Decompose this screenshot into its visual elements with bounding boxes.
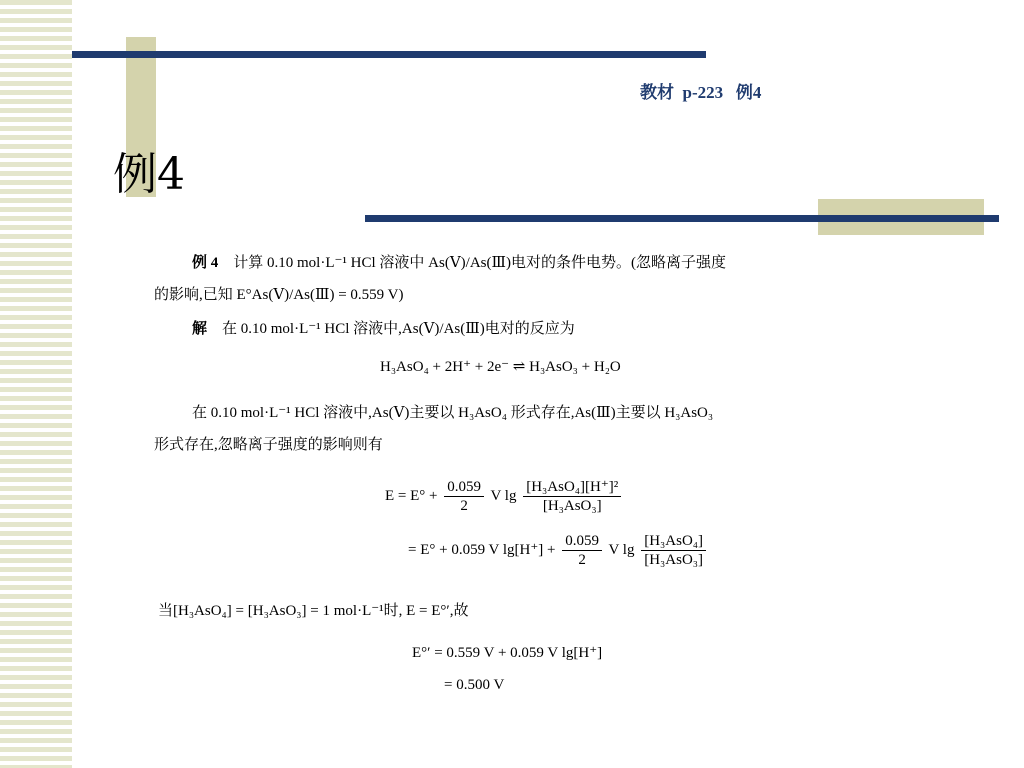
solution-text-1: 在 0.10 mol·L⁻¹ HCl 溶液中,As(Ⅴ)/As(Ⅲ)电对的反应为	[222, 321, 575, 337]
solution-line-3: 形式存在,忽略离子强度的影响则有	[154, 437, 383, 453]
eq1-frac-num: [H₃AsO₄][H⁺]²	[523, 478, 621, 497]
decorative-bar-mid	[365, 215, 999, 222]
eq2-fraction	[641, 532, 706, 569]
eq2-left: = E° + 0.059 V lg[H⁺] +	[408, 541, 556, 558]
eq1-coef-den: 2	[460, 498, 468, 514]
eq1-frac-den: [H₃AsO₃]	[542, 498, 602, 514]
eq2-frac-den: [H₃AsO₃]	[644, 552, 704, 568]
problem-text-1: 计算 0.10 mol·L⁻¹ HCl 溶液中 As(Ⅴ)/As(Ⅲ)电对的条件电势。(忽略离子强度	[233, 255, 726, 271]
problem-line-1	[192, 254, 726, 272]
eq1-coef-num: 0.059	[444, 478, 484, 497]
result-line-1: E°′ = 0.559 V + 0.059 V lg[H⁺]	[412, 645, 603, 661]
eq1-left: E = E° +	[385, 487, 438, 504]
decorative-stripes	[0, 0, 72, 768]
eq1-coefficient	[444, 478, 484, 515]
solution-label: 解	[192, 321, 208, 337]
eq2-coef-den: 2	[578, 552, 586, 568]
textbook-reference: 教材 p-223 例4	[640, 83, 762, 102]
decorative-bar-top	[72, 51, 706, 58]
slide-title: 例4	[113, 149, 185, 200]
eq2-mid: V lg	[608, 541, 635, 558]
reaction-equation: H₃AsO₄ + 2H⁺ + 2e⁻ ⇌ H₃AsO₃ + H₂O	[380, 359, 621, 375]
eq2-frac-num: [H₃AsO₄]	[641, 532, 706, 551]
equation-1	[385, 478, 624, 515]
condition-line: 当[H₃AsO₄] = [H₃AsO₃] = 1 mol·L⁻¹时, E = E°′,故	[158, 603, 469, 619]
problem-line-2: 的影响,已知 E°As(Ⅴ)/As(Ⅲ) = 0.559 V)	[154, 287, 404, 303]
solution-line-1	[192, 320, 575, 338]
problem-label: 例 4	[192, 255, 219, 271]
result-line-2: = 0.500 V	[444, 677, 505, 693]
eq1-mid: V lg	[490, 487, 517, 504]
solution-line-2: 在 0.10 mol·L⁻¹ HCl 溶液中,As(Ⅴ)主要以 H₃AsO₄ 形式存在,As(Ⅲ)主要以 H₃AsO₃	[192, 405, 714, 421]
eq2-coef-num: 0.059	[562, 532, 602, 551]
scanned-document	[150, 240, 960, 720]
equation-2	[408, 532, 709, 569]
eq1-fraction	[523, 478, 621, 515]
eq2-coefficient	[562, 532, 602, 569]
